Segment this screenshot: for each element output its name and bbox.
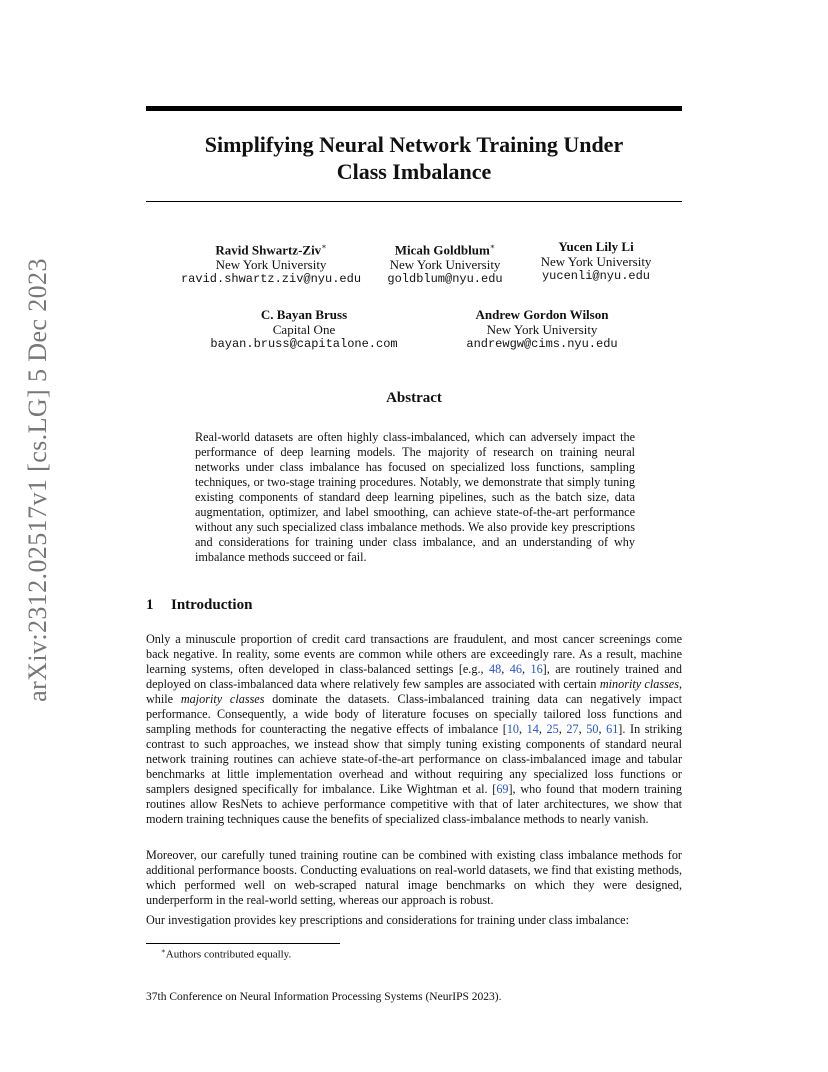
- title-top-rule: [146, 106, 682, 111]
- section-number: 1: [146, 597, 154, 613]
- author-name: Yucen Lily Li: [558, 239, 634, 254]
- author-email: goldblum@nyu.edu: [387, 272, 503, 287]
- section-heading: [146, 597, 252, 614]
- citation-link[interactable]: 50: [586, 722, 599, 736]
- author-email: bayan.bruss@capitalone.com: [210, 337, 398, 351]
- citation-link[interactable]: 27: [566, 722, 579, 736]
- author-affiliation: Capital One: [272, 322, 336, 337]
- section-title: Introduction: [171, 597, 253, 613]
- author-affiliation: New York University: [389, 257, 501, 273]
- author-5: [457, 307, 627, 352]
- title-line-1: Simplifying Neural Network Training Under: [204, 132, 624, 157]
- citation-link[interactable]: 14: [526, 722, 539, 736]
- text-run: , while: [146, 677, 683, 706]
- author-4: [198, 307, 410, 352]
- author-name: Micah Goldblum: [394, 242, 490, 258]
- intro-paragraph-2: Moreover, our carefully tuned training routine can be combined with existing class imbalance methods for additional performance boosts. Conducting evaluations on real-world datasets, we find that existing methods, which performed well on web-scraped natural image benchmarks on which they were designed, underperform in the real-world setting, whereas our approach is robust.: [146, 848, 682, 907]
- author-email: ravid.shwartz.ziv@nyu.edu: [180, 272, 362, 287]
- author-name: C. Bayan Bruss: [260, 307, 348, 322]
- text-run: ], who found that modern training routines allow ResNets to achieve performance competitive with that of later architectures, we show that modern training techniques cause the benefits of specialized class-imbalance methods to nearly vanish.: [146, 782, 682, 826]
- equal-contribution-mark: ∗: [321, 242, 327, 251]
- author-email: yucenli@nyu.edu: [541, 269, 651, 283]
- paper-title: [146, 131, 682, 185]
- text-run: ], are routinely trained and deployed on class-imbalanced data where relatively few samples are associated with certain: [146, 662, 682, 691]
- equal-contribution-mark: ∗: [489, 242, 496, 251]
- author-name: Andrew Gordon Wilson: [475, 307, 609, 322]
- author-affiliation: New York University: [486, 322, 598, 337]
- emphasis-minority-classes: minority classes: [599, 677, 679, 691]
- footnote-mark: ∗: [161, 947, 166, 955]
- citation-link[interactable]: 16: [530, 662, 543, 676]
- author-email: andrewgw@cims.nyu.edu: [466, 337, 618, 351]
- citation-link[interactable]: 48: [489, 662, 502, 676]
- author-3: [526, 239, 666, 284]
- abstract-text: Real-world datasets are often highly class-imbalanced, which can adversely impact the performance of deep learning models. The majority of research on training neural networks under class imbalance has focused on specialized loss functions, sampling techniques, or two-stage training procedures. Notably, we demonstrate that simply tuning existing components of standard deep learning pipelines, such as the batch size, data augmentation, optimizer, and label smoothing, can achieve state-of-the-art performance without any such specialized class imbalance methods. We also provide key prescriptions and considerations for training under class imbalance, and an understanding of why imbalance methods succeed or fail.: [195, 430, 635, 564]
- author-affiliation: New York University: [540, 254, 652, 269]
- author-name: Ravid Shwartz-Ziv: [215, 242, 322, 258]
- citation-link[interactable]: 69: [496, 782, 509, 796]
- citation-link[interactable]: 61: [606, 722, 619, 736]
- abstract-heading: Abstract: [386, 390, 442, 406]
- citation-link[interactable]: 46: [509, 662, 522, 676]
- citation-link[interactable]: 25: [546, 722, 559, 736]
- title-bottom-rule: [146, 201, 682, 202]
- intro-paragraph-1: Only a minuscule proportion of credit card transactions are fraudulent, and most cancer screenings come back negative. In reality, some events are common while others are exceedingly rare. As a result, machine learning systems, often developed in class-balanced settings [e.g., 48, 46, 16], are routinely trained and deployed on class-imbalanced data where relatively few samples are associated with certain minority classes, while majority classes dominate the datasets. Class-imbalanced training data can negatively impact performance. Consequently, a wide body of literature focuses on specially tailored loss functions and sampling methods for counteracting the negative effects of imbalance [10, 14, 25, 27, 50, 61]. In striking contrast to such approaches, we instead show that simply tuning existing components of standard neural network training routines can achieve state-of-the-art performance on class-imbalanced image and tabular benchmarks at little implementation overhead and without requiring any specialized loss functions or samplers designed specifically for imbalance. Like Wightman et al. [69], who found that modern training routines allow ResNets to achieve performance competitive with that of later architectures, we show that modern training techniques cause the benefits of specialized class-imbalance methods to nearly vanish.: [146, 632, 683, 826]
- text-run: dominate the datasets. Class-imbalanced training data can negatively impact performance. Consequently, a wide body of literature focuses on specially tailored loss functions and sampling methods for counteracting the negative effects of imbalance [: [146, 692, 683, 736]
- intro-paragraph-3: Our investigation provides key prescriptions and considerations for training under class imbalance:: [146, 913, 629, 927]
- author-1: [166, 239, 376, 287]
- title-line-2: Class Imbalance: [336, 159, 492, 184]
- author-affiliation: New York University: [215, 257, 327, 273]
- citation-link[interactable]: 10: [506, 722, 519, 736]
- text-run: Only a minuscule proportion of credit card transactions are fraudulent, and most cancer screenings come back negative. In reality, some events are common while others are exceedingly rare. As a result, machine learning systems, often developed in class-balanced settings [e.g.,: [146, 632, 682, 676]
- text-run: ]. In striking contrast to such approaches, we instead show that simply tuning existing components of standard neural network training routines can achieve state-of-the-art performance on class-imbalanced image and tabular benchmarks at little implementation overhead and without requiring any specialized loss functions or samplers designed specifically for imbalance. Like Wightman et al. [: [146, 722, 683, 796]
- emphasis-majority-classes: majority classes: [180, 692, 265, 706]
- conference-note: 37th Conference on Neural Information Processing Systems (NeurIPS 2023).: [146, 991, 502, 1003]
- arxiv-identifier: arXiv:2312.02517v1 [cs.LG] 5 Dec 2023: [23, 258, 52, 702]
- footnote-text: Authors contributed equally.: [165, 948, 292, 961]
- footnote: [161, 947, 291, 961]
- footnote-rule: [146, 943, 340, 944]
- author-2: [375, 239, 515, 287]
